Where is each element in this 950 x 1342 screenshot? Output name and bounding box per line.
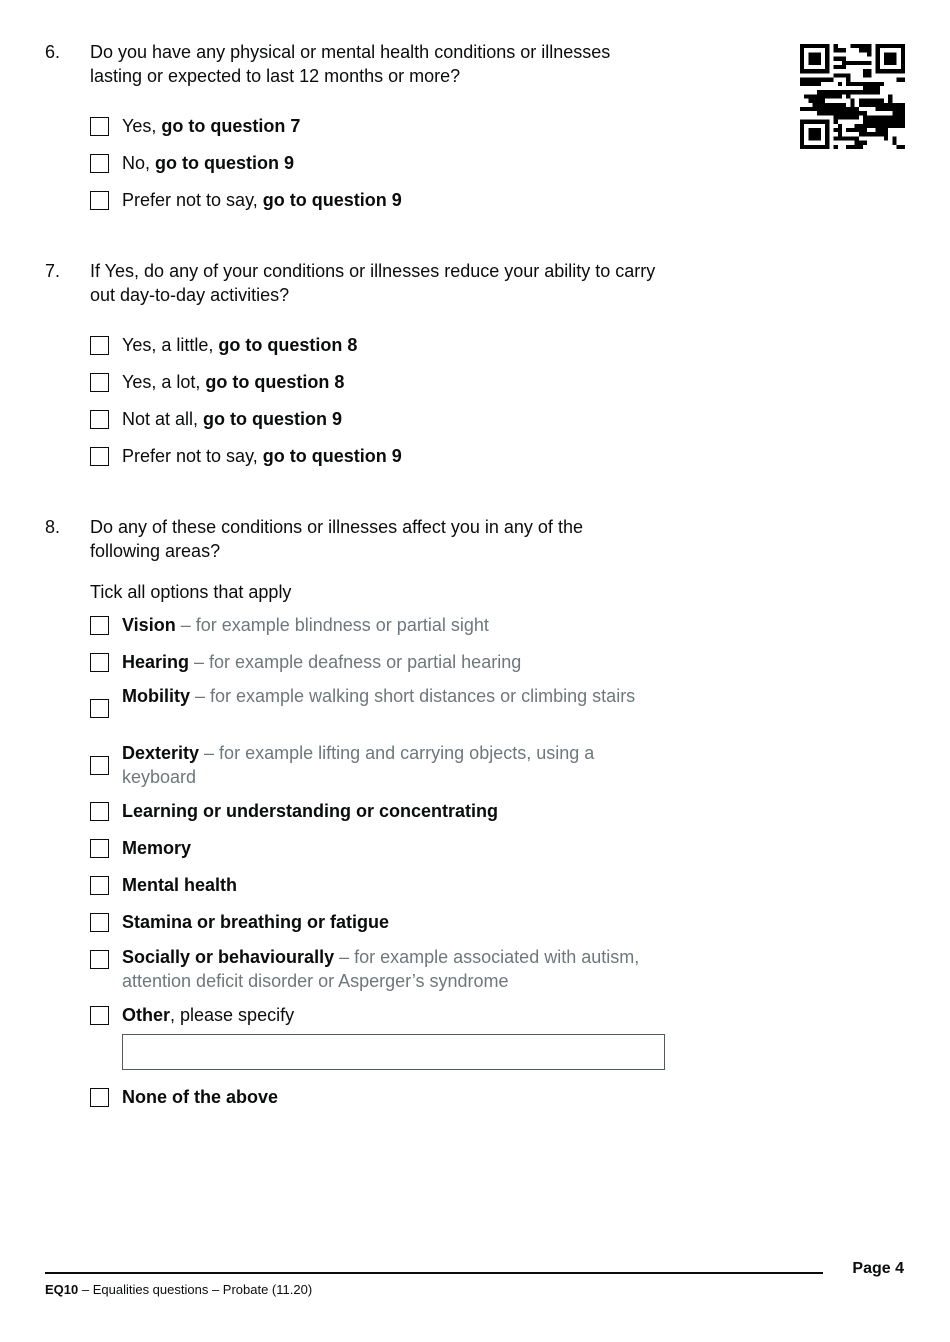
q7-little-checkbox[interactable] bbox=[90, 336, 109, 355]
q7-not-at-all-label: Not at all, go to question 9 bbox=[122, 409, 343, 429]
q8-memory-label: Memory bbox=[122, 838, 192, 858]
question-6-number: 6. bbox=[45, 42, 61, 62]
q8-other-specify-input[interactable] bbox=[122, 1034, 665, 1070]
q8-stamina-checkbox[interactable] bbox=[90, 913, 109, 932]
q7-lot-checkbox[interactable] bbox=[90, 373, 109, 392]
q7-prefer-not-label: Prefer not to say, go to question 9 bbox=[122, 446, 402, 466]
q6-yes-checkbox[interactable] bbox=[90, 117, 109, 136]
q8-mental-health-label: Mental health bbox=[122, 875, 238, 895]
q8-mobility-label: Mobility – for example walking short distances or climbing stairs bbox=[122, 686, 636, 706]
q8-vision-label: Vision – for example blindness or partial sight bbox=[122, 615, 489, 635]
q8-vision-checkbox[interactable] bbox=[90, 616, 109, 635]
q8-learning-label: Learning or understanding or concentrating bbox=[122, 801, 499, 821]
q8-none-checkbox[interactable] bbox=[90, 1088, 109, 1107]
footer-form-title: EQ10 – Equalities questions – Probate (11.20) bbox=[45, 1282, 313, 1297]
q6-prefer-not-checkbox[interactable] bbox=[90, 191, 109, 210]
q8-hearing-checkbox[interactable] bbox=[90, 653, 109, 672]
q7-lot-label: Yes, a lot, go to question 8 bbox=[122, 372, 345, 392]
q8-stamina-label: Stamina or breathing or fatigue bbox=[122, 912, 390, 932]
q8-memory-checkbox[interactable] bbox=[90, 839, 109, 858]
q8-mental-health-checkbox[interactable] bbox=[90, 876, 109, 895]
q7-prefer-not-checkbox[interactable] bbox=[90, 447, 109, 466]
q8-socially-checkbox[interactable] bbox=[90, 950, 109, 969]
page-number: Page 4 bbox=[852, 1260, 904, 1277]
q8-hearing-label: Hearing – for example deafness or partial hearing bbox=[122, 652, 522, 672]
q8-instruction: Tick all options that apply bbox=[90, 582, 292, 602]
q7-not-at-all-checkbox[interactable] bbox=[90, 410, 109, 429]
q6-no-label: No, go to question 9 bbox=[122, 153, 295, 173]
q7-little-label: Yes, a little, go to question 8 bbox=[122, 335, 358, 355]
question-7-number: 7. bbox=[45, 261, 61, 281]
question-7-text: If Yes, do any of your conditions or illnesses reduce your ability to carry out day-to-day activities? bbox=[90, 261, 656, 305]
question-6-text: Do you have any physical or mental health conditions or illnesses lasting or expected to last 12 months or more? bbox=[90, 42, 611, 86]
q8-none-label: None of the above bbox=[122, 1087, 279, 1107]
q8-dexterity-checkbox[interactable] bbox=[90, 756, 109, 775]
q8-other-label: Other, please specify bbox=[122, 1005, 295, 1025]
q6-prefer-not-label: Prefer not to say, go to question 9 bbox=[122, 190, 402, 210]
q6-yes-label: Yes, go to question 7 bbox=[122, 116, 301, 136]
question-8-text: Do any of these conditions or illnesses affect you in any of the following areas? bbox=[90, 517, 583, 561]
footer-divider bbox=[45, 1272, 823, 1274]
q8-socially-label: Socially or behaviourally – for example associated with autism, attention deficit disorder or Asperger’s syndrome bbox=[122, 947, 640, 991]
q8-mobility-checkbox[interactable] bbox=[90, 699, 109, 718]
qr-code bbox=[800, 44, 905, 149]
question-8-number: 8. bbox=[45, 517, 61, 537]
q8-other-checkbox[interactable] bbox=[90, 1006, 109, 1025]
q8-dexterity-label: Dexterity – for example lifting and carrying objects, using a keyboard bbox=[122, 743, 595, 787]
q8-learning-checkbox[interactable] bbox=[90, 802, 109, 821]
q6-no-checkbox[interactable] bbox=[90, 154, 109, 173]
